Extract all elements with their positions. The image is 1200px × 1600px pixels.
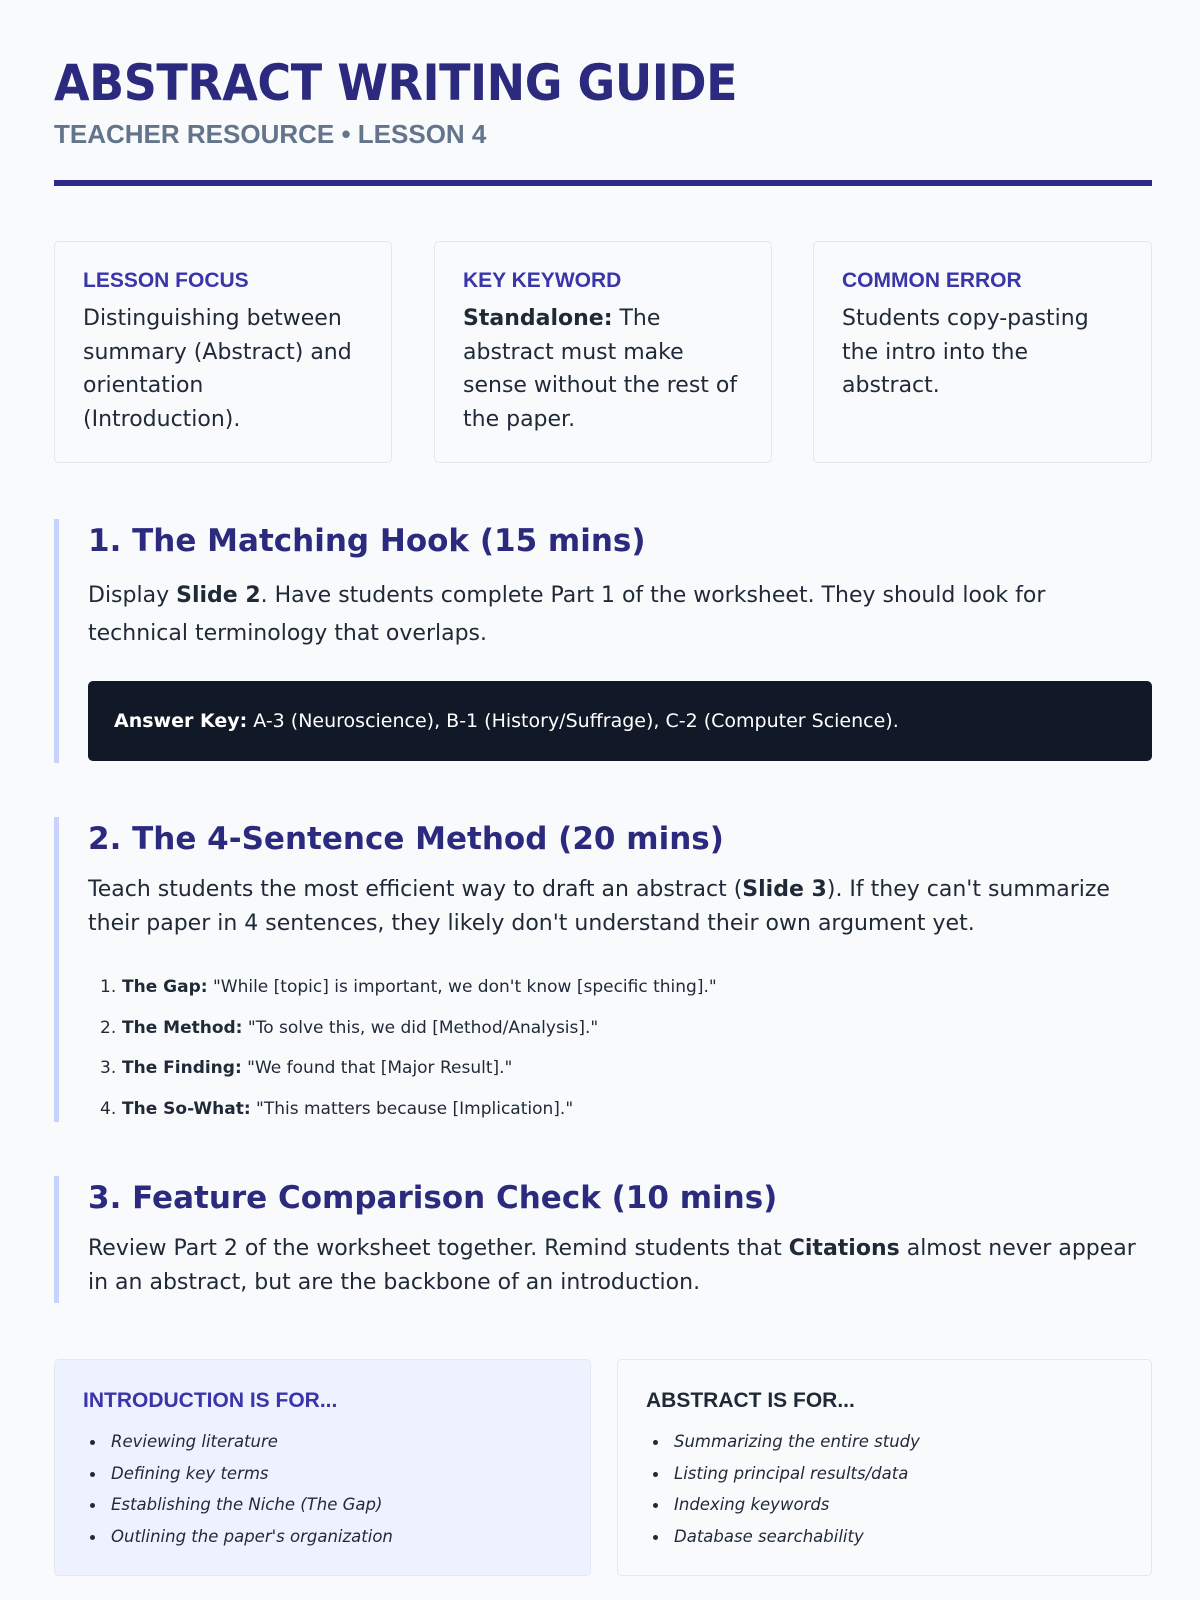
list-item: Database searchability <box>646 1521 1125 1553</box>
text-emphasis: Slide 2 <box>176 583 261 608</box>
page-subtitle: TEACHER RESOURCE • LESSON 4 <box>54 119 487 149</box>
answer-key-label: Answer Key: <box>114 710 248 732</box>
list-item: Reviewing literature <box>83 1426 564 1458</box>
list-item <box>100 1008 1152 1049</box>
box-title: INTRODUCTION IS FOR... <box>83 1389 338 1412</box>
answer-key-box <box>88 681 1152 761</box>
key-keyword-card <box>434 241 772 463</box>
section-title: 1. The Matching Hook (15 mins) <box>88 523 646 559</box>
list-item: Indexing keywords <box>646 1489 1125 1521</box>
section-text <box>88 1232 1152 1300</box>
list-item: Summarizing the entire study <box>646 1426 1125 1458</box>
step-text: "To solve this, we did [Method/Analysis]." <box>242 1017 599 1038</box>
text-run: . Have students complete Part 1 of the worksheet. They should look for technical terminology that overlaps. <box>88 583 1046 646</box>
list-number: 4. <box>100 1098 117 1119</box>
list-item: Establishing the Niche (The Gap) <box>83 1489 564 1521</box>
step-text: "While [topic] is important, we don't know [specific thing]." <box>207 977 717 997</box>
list-item <box>100 1089 1152 1130</box>
list-number: 1. <box>100 977 117 997</box>
introduction-list <box>83 1426 564 1552</box>
method-steps-list <box>88 967 1152 1129</box>
answer-key-text: A-3 (Neuroscience), B-1 (History/Suffrage), C-2 (Computer Science). <box>253 710 899 732</box>
text-run: ). If they can't summarize their paper in 4 sentences, they likely don't understand their own argument yet. <box>88 877 1110 936</box>
section-text <box>88 873 1152 941</box>
step-label: The Finding: <box>122 1058 242 1078</box>
info-cards <box>54 241 1152 463</box>
text-run: Teach students the most efficient way to draft an abstract ( <box>88 877 743 902</box>
text-run: almost never appear in an abstract, but are the backbone of an introduction. <box>88 1236 1136 1295</box>
page-title: ABSTRACT WRITING GUIDE <box>54 54 738 112</box>
step-label: The Method: <box>122 1017 243 1038</box>
step-text: "This matters because [Implication]." <box>250 1098 574 1119</box>
header-divider <box>54 180 1152 186</box>
step-label: The Gap: <box>122 977 208 997</box>
text-run: Display <box>88 583 177 608</box>
keyword-term: Standalone: <box>463 306 613 331</box>
box-title: ABSTRACT IS FOR... <box>646 1389 855 1412</box>
step-text: "We found that [Major Result]." <box>241 1058 513 1078</box>
abstract-box <box>617 1359 1152 1576</box>
abstract-list <box>646 1426 1125 1552</box>
section-title: 3. Feature Comparison Check (10 mins) <box>88 1180 778 1216</box>
step-label: The So-What: <box>122 1098 251 1119</box>
section-feature-comparison <box>54 1176 1152 1303</box>
introduction-box <box>54 1359 591 1576</box>
card-text: Students copy-pasting the intro into the abstract. <box>842 306 1089 398</box>
list-item <box>100 967 1152 1008</box>
list-item: Defining key terms <box>83 1458 564 1490</box>
keyword-definition: The abstract must make sense without the rest of the paper. <box>463 306 738 432</box>
section-matching-hook <box>54 519 1152 763</box>
card-text: Distinguishing between summary (Abstract) and orientation (Introduction). <box>83 306 352 432</box>
card-text <box>463 302 745 436</box>
card-label: COMMON ERROR <box>842 269 1022 292</box>
text-emphasis: Citations <box>788 1236 900 1261</box>
lesson-focus-card <box>54 241 392 463</box>
list-item <box>100 1048 1152 1089</box>
text-emphasis: Slide 3 <box>742 877 827 902</box>
list-item: Outlining the paper's organization <box>83 1521 564 1553</box>
common-error-card <box>813 241 1152 463</box>
card-label: LESSON FOCUS <box>83 269 249 292</box>
list-number: 3. <box>100 1058 117 1078</box>
list-number: 2. <box>100 1017 117 1038</box>
list-item: Listing principal results/data <box>646 1458 1125 1490</box>
text-run: Review Part 2 of the worksheet together. Remind students that <box>88 1236 789 1261</box>
section-four-sentence-method <box>54 817 1152 1122</box>
card-label: KEY KEYWORD <box>463 269 622 292</box>
section-title: 2. The 4-Sentence Method (20 mins) <box>88 821 724 857</box>
section-text <box>88 577 1152 653</box>
